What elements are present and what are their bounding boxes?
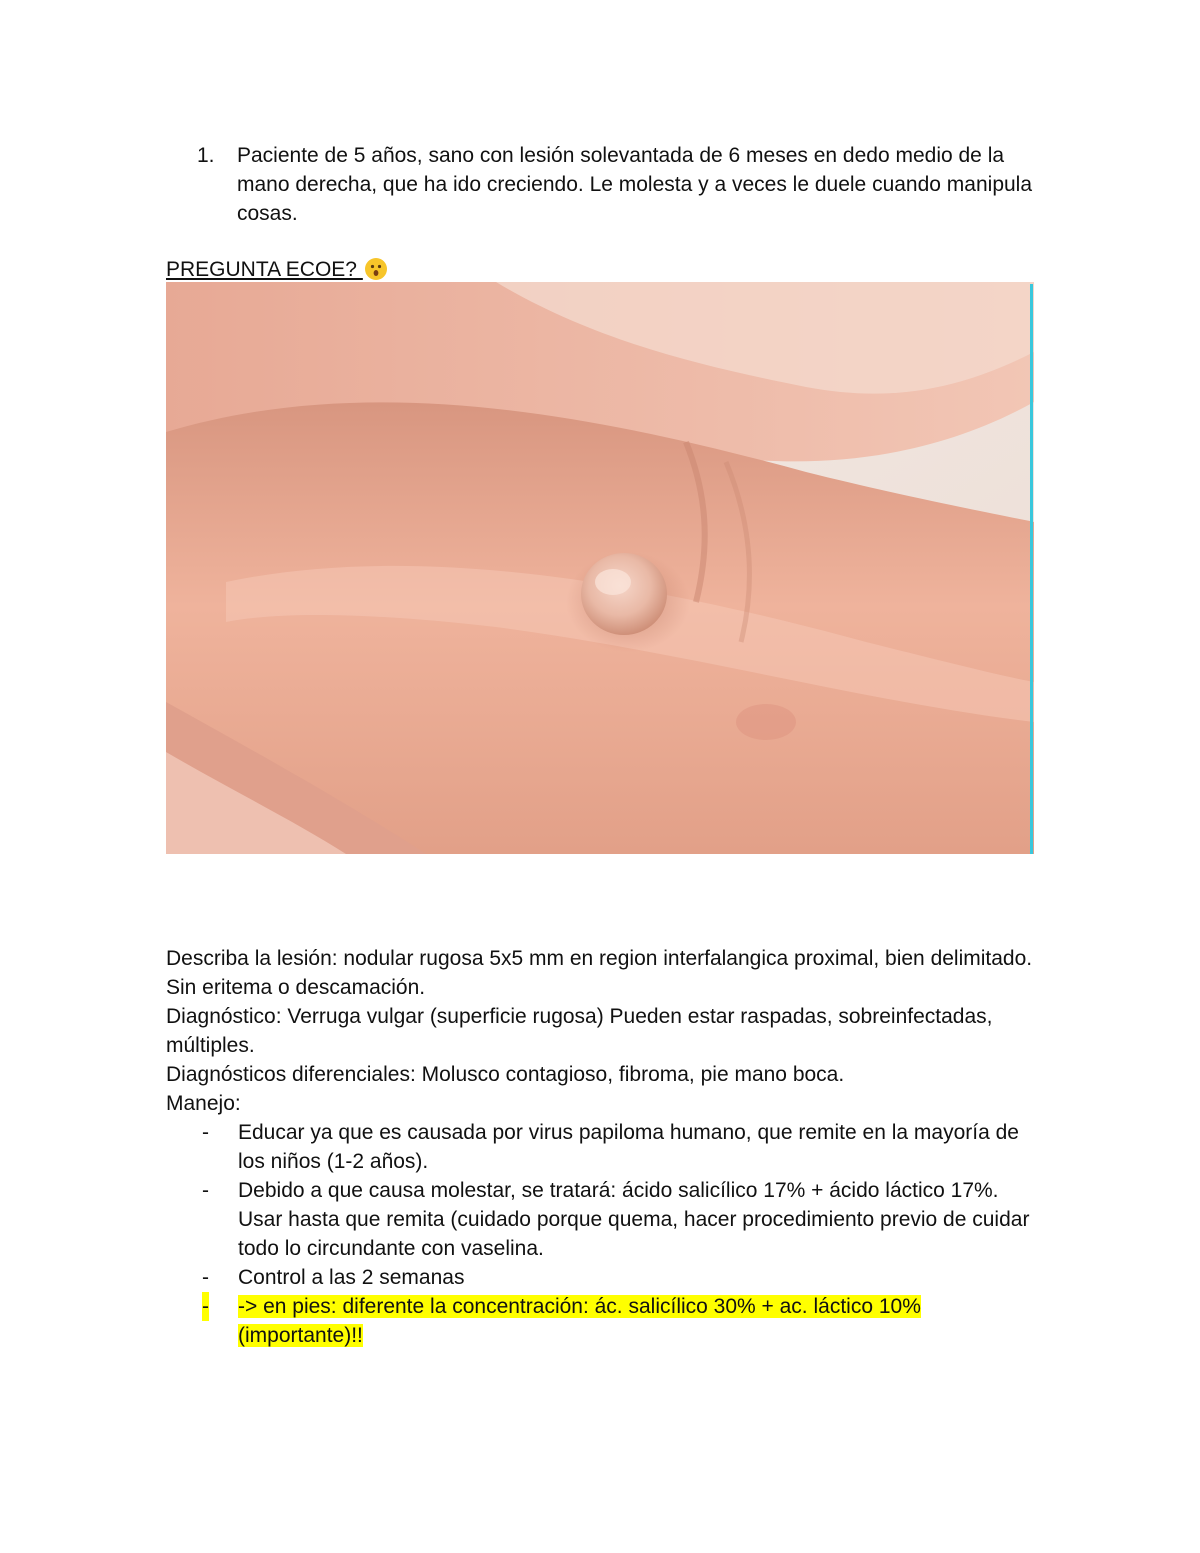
bullet-dash: - xyxy=(202,1292,209,1321)
bullet-dash: - xyxy=(202,1179,209,1202)
case-number: 1. xyxy=(197,144,215,167)
management-item-text: Debido a que causa molestar, se tratará: ácido salicílico 17% + ácido láctico 17%. Usar hasta que remita (cuidado porque quema, hacer procedimiento previo de cuidar todo lo circundante con vaselina. xyxy=(238,1179,1030,1260)
highlighted-note: -> en pies: diferente la concentración: ác. salicílico 30% + ac. láctico 10% (importante)!! xyxy=(238,1295,921,1347)
differential-diagnoses: Diagnósticos diferenciales: Molusco contagioso, fibroma, pie mano boca. xyxy=(166,1063,845,1086)
list-item xyxy=(166,1176,1046,1263)
management-item-text: Control a las 2 semanas xyxy=(238,1266,465,1289)
case-item xyxy=(197,141,1047,228)
list-item-highlighted xyxy=(166,1292,1046,1350)
question-heading xyxy=(166,255,387,284)
list-item xyxy=(166,1263,1046,1292)
lesion-description: Describa la lesión: nodular rugosa 5x5 mm en region interfalangica proximal, bien delimitado. Sin eritema o descamación. xyxy=(166,947,1033,999)
case-text: Paciente de 5 años, sano con lesión solevantada de 6 meses en dedo medio de la mano derecha, que ha ido creciendo. Le molesta y a veces le duele cuando manipula cosas. xyxy=(237,144,1033,225)
finger-wart-photo xyxy=(166,282,1034,854)
diagnosis: Diagnóstico: Verruga vulgar (superficie rugosa) Pueden estar raspadas, sobreinfectadas, múltiples. xyxy=(166,1005,993,1057)
question-label: PREGUNTA ECOE? xyxy=(166,258,357,281)
bullet-dash: - xyxy=(202,1121,209,1144)
list-item xyxy=(166,1118,1046,1176)
management-label: Manejo: xyxy=(166,1092,241,1115)
photo-edge xyxy=(1030,284,1033,854)
management-list xyxy=(166,1118,1046,1350)
bullet-dash: - xyxy=(202,1266,209,1289)
management-item-text: Educar ya que es causada por virus papiloma humano, que remite en la mayoría de los niños (1-2 años). xyxy=(238,1121,1019,1173)
astonished-face-icon xyxy=(365,258,387,280)
answers-section xyxy=(166,944,1046,1350)
